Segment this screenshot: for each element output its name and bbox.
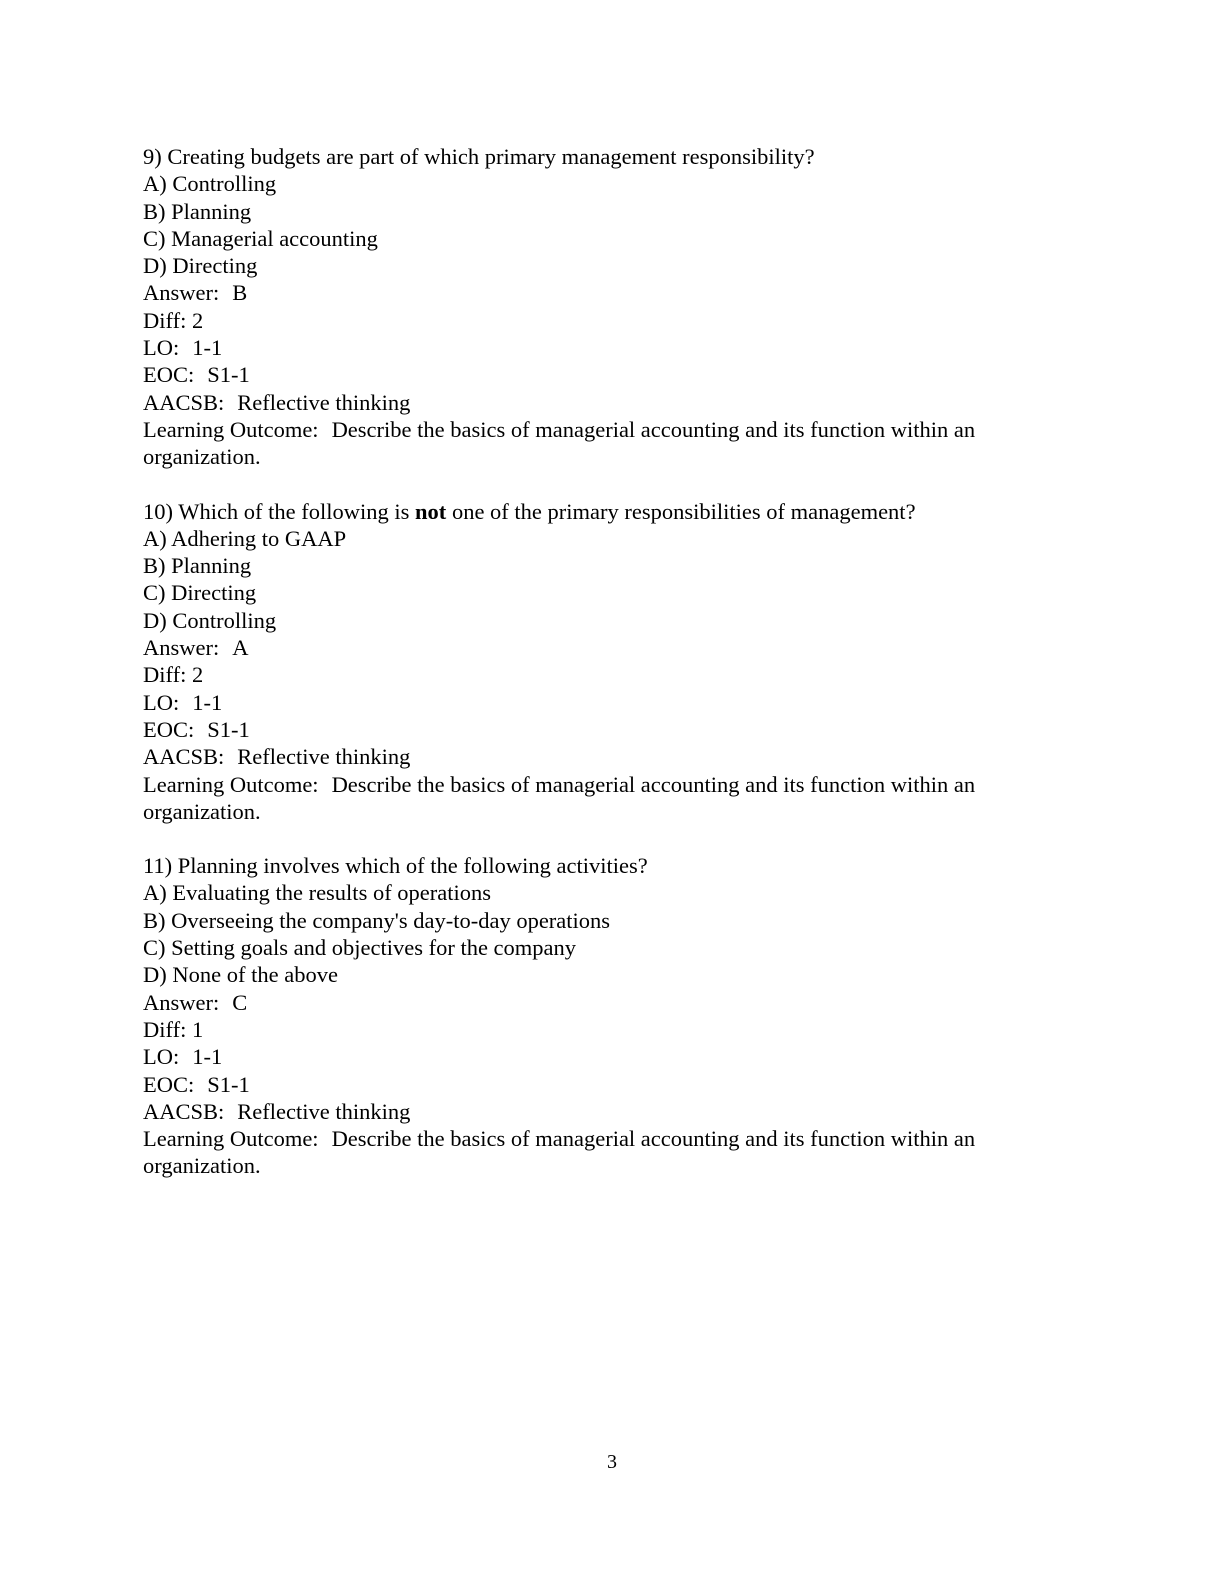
learning-outcome: [143, 1125, 1043, 1180]
option-d: D) None of the above: [143, 962, 338, 988]
option-c: C) Directing: [143, 580, 257, 606]
question-stem: 9) Creating budgets are part of which primary management responsibility?: [143, 144, 815, 169]
eoc-line: [143, 716, 1043, 743]
outcome-value: Describe the basics of managerial accounting and its function within an organization.: [143, 416, 981, 470]
lo-value: 1-1: [192, 1044, 223, 1070]
lo-line: [143, 334, 1043, 361]
aacsb-line: [143, 743, 1043, 770]
outcome-value: Describe the basics of managerial accounting and its function within an organization.: [143, 1126, 981, 1179]
eoc-label: EOC:: [143, 1071, 195, 1097]
learning-outcome: [143, 416, 1043, 471]
answer-label: Answer:: [143, 280, 220, 306]
question-11: [143, 852, 1043, 1180]
answer-label: Answer:: [143, 635, 220, 661]
outcome-label: Learning Outcome:: [143, 1126, 319, 1152]
difficulty: Diff: 2: [143, 662, 204, 688]
stem-end: one of the primary responsibilities of management?: [446, 498, 916, 524]
outcome-label: Learning Outcome:: [143, 416, 319, 442]
difficulty: Diff: 2: [143, 307, 204, 333]
eoc-value: S1-1: [207, 1071, 250, 1097]
aacsb-line: [143, 1098, 1043, 1125]
aacsb-label: AACSB:: [143, 744, 225, 770]
question-stem: [143, 498, 1043, 525]
option-a: A) Evaluating the results of operations: [143, 880, 492, 906]
aacsb-value: Reflective thinking: [237, 744, 411, 770]
answer-value: A: [232, 635, 249, 661]
option-c: C) Managerial accounting: [143, 225, 378, 251]
eoc-label: EOC:: [143, 362, 195, 388]
option-a: A) Adhering to GAAP: [143, 525, 347, 551]
eoc-label: EOC:: [143, 716, 195, 742]
answer-value: B: [232, 280, 248, 306]
aacsb-value: Reflective thinking: [237, 389, 411, 415]
answer-line: [143, 279, 1043, 306]
lo-value: 1-1: [192, 689, 223, 715]
question-stem: 11) Planning involves which of the following activities?: [143, 853, 648, 879]
option-b: B) Planning: [143, 198, 252, 224]
answer-value: C: [232, 989, 248, 1015]
answer-line: [143, 989, 1043, 1016]
lo-label: LO:: [143, 335, 180, 361]
document-page: [143, 143, 1043, 1207]
stem-start: 10) Which of the following is: [143, 498, 416, 524]
answer-line: [143, 634, 1043, 661]
difficulty: Diff: 1: [143, 1016, 204, 1042]
option-b: B) Planning: [143, 553, 252, 579]
question-9: [143, 143, 1043, 471]
aacsb-label: AACSB:: [143, 389, 225, 415]
learning-outcome: [143, 771, 1043, 826]
lo-label: LO:: [143, 689, 180, 715]
option-d: D) Controlling: [143, 607, 277, 633]
lo-line: [143, 1043, 1043, 1070]
eoc-value: S1-1: [207, 362, 250, 388]
lo-label: LO:: [143, 1044, 180, 1070]
lo-line: [143, 689, 1043, 716]
answer-label: Answer:: [143, 989, 220, 1015]
eoc-value: S1-1: [207, 716, 250, 742]
aacsb-value: Reflective thinking: [237, 1098, 411, 1124]
option-a: A) Controlling: [143, 171, 277, 197]
outcome-label: Learning Outcome:: [143, 771, 319, 797]
eoc-line: [143, 1071, 1043, 1098]
option-c: C) Setting goals and objectives for the company: [143, 935, 577, 961]
option-b: B) Overseeing the company's day-to-day operations: [143, 907, 611, 933]
question-10: [143, 498, 1043, 826]
stem-emphasis: not: [415, 498, 447, 524]
outcome-value: Describe the basics of managerial accounting and its function within an organization.: [143, 771, 981, 824]
page-number: 3: [607, 1451, 617, 1473]
option-d: D) Directing: [143, 253, 258, 279]
aacsb-label: AACSB:: [143, 1098, 225, 1124]
aacsb-line: [143, 389, 1043, 416]
eoc-line: [143, 361, 1043, 388]
lo-value: 1-1: [192, 335, 223, 361]
